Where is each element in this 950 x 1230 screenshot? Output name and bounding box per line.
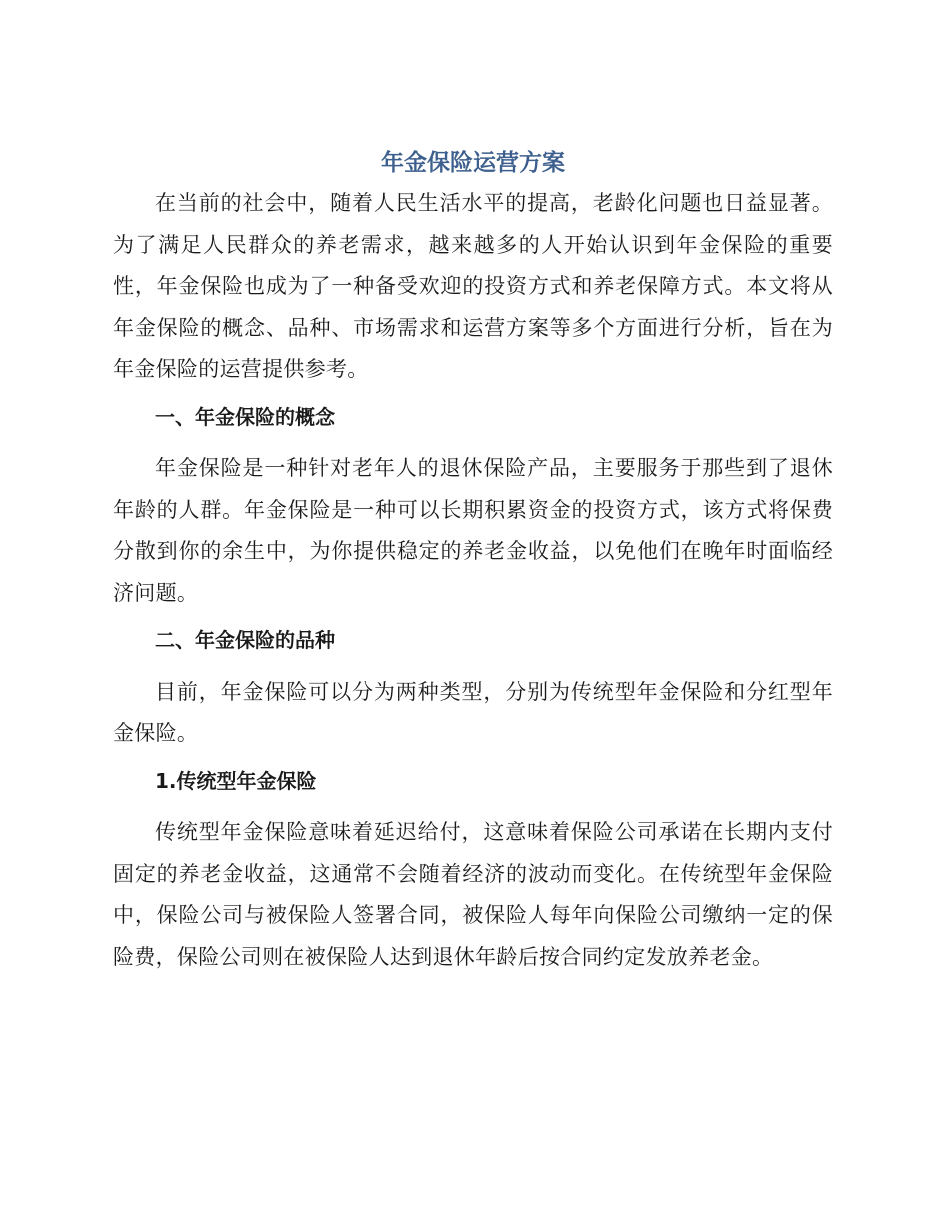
spacer: [113, 802, 833, 812]
concept-paragraph: 年金保险是一种针对老年人的退休保险产品，主要服务于那些到了退休年龄的人群。年金保险是一种可以长期积累资金的投资方式，该方式将保费分散到你的余生中，为你提供稳定的养老金收益，以免他们在晚年时面临经济问题。: [113, 456, 833, 605]
document-title: 年金保险运营方案: [381, 150, 565, 176]
intro-paragraph: 在当前的社会中，随着人民生活水平的提高，老龄化问题也日益显著。为了满足人民群众的养老需求，越来越多的人开始认识到年金保险的重要性，年金保险也成为了一种备受欢迎的投资方式和养老保障方式。本文将从年金保险的概念、品种、市场需求和运营方案等多个方面进行分析，旨在为年金保险的运营提供参考。: [113, 191, 833, 381]
section-heading-concept: 一、年金保险的概念: [155, 404, 335, 429]
traditional-paragraph: 传统型年金保险意味着延迟给付，这意味着保险公司承诺在长期内支付固定的养老金收益，这通常不会随着经济的波动而变化。在传统型年金保险中，保险公司与被保险人签署合同，被保险人每年向保险公司缴纳一定的保险费，保险公司则在被保险人达到退休年龄后按合同约定发放养老金。: [113, 820, 833, 969]
spacer: [113, 438, 833, 448]
section-heading-varieties: 二、年金保险的品种: [155, 628, 335, 652]
subsection-heading-traditional: 1.传统型年金保险: [155, 768, 317, 793]
spacer: [113, 662, 833, 672]
document-body: [113, 143, 833, 978]
varieties-paragraph: 目前，年金保险可以分为两种类型，分别为传统型年金保险和分红型年金保险。: [113, 679, 833, 745]
